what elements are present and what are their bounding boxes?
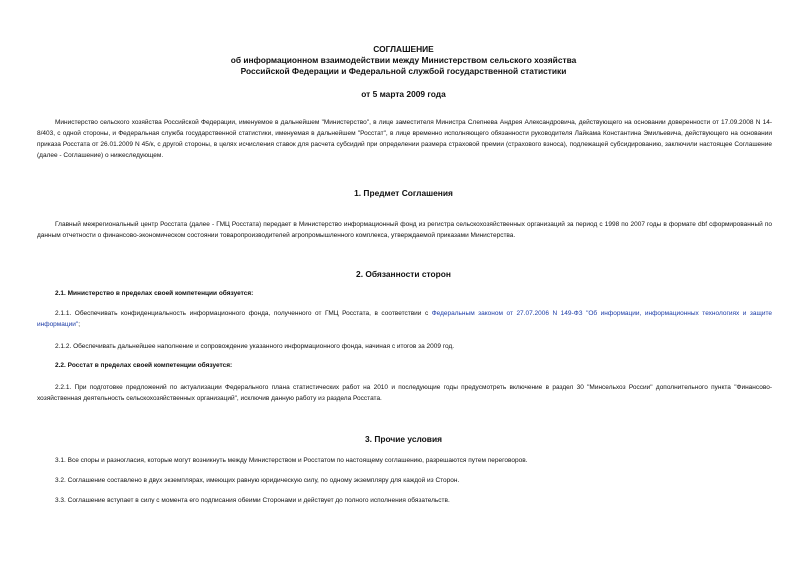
preamble-paragraph: Министерство сельского хозяйства Российской Федерации, именуемое в дальнейшем "Министерство", в лице заместителя Министра Слепнева Андрея Александровича, действующего на основании доверенности от 17.09.2008 N 14-8/403, с одной стороны, и Федеральная служба государственной статистики, именуемая в дальнейшем "Росстат", в лице временно исполняющего обязанности руководителя Лайкама Константина Эмильевича, действующего на основании приказа Росстата от 26.01.2009 N 45/к, с другой стороны, в целях исчисления ставок для расчета субсидий при определении размера страховой премии (страхового взноса), подлежащей субсидированию, заключили настоящее Соглашение (далее - Соглашение) о нижеследующем. [37,119,772,159]
paragraph-2-1-1 [37,308,772,330]
title-line-3: Российской Федерации и Федеральной службой государственной статистики [240,66,567,76]
paragraph-2-1-2: 2.1.2. Обеспечивать дальнейшее наполнение и сопровождение указанного информационного фонда, начиная с итогов за 2009 год. [55,343,455,350]
federal-law-link[interactable]: Федеральным законом от 27.07.2006 N 149-ФЗ "Об информации, информационных технологиях и защите информации" [37,310,772,328]
document-date: от 5 марта 2009 года [361,89,446,99]
paragraph-3-3: 3.3. Соглашение вступает в силу с момента его подписания обеими Сторонами и действует до полного исполнения обязательств. [55,497,450,504]
paragraph-2-1-1-end: ; [78,321,80,328]
title-line-1: СОГЛАШЕНИЕ [373,44,434,54]
paragraph-2-1-1-text: 2.1.1. Обеспечивать конфиденциальность информационного фонда, полученного от ГМЦ Росстата, в соответствии с [55,310,432,317]
section-1-heading: 1. Предмет Соглашения [354,188,453,198]
section-2-heading: 2. Обязанности сторон [356,269,451,279]
paragraph-3-2: 3.2. Соглашение составлено в двух экземплярах, имеющих равную юридическую силу, по одному экземпляру для каждой из Сторон. [55,477,460,484]
subsection-2-1-heading: 2.1. Министерство в пределах своей компетенции обязуется: [55,290,254,297]
paragraph-3-1: 3.1. Все споры и разногласия, которые могут возникнуть между Министерством и Росстатом по настоящему соглашению, разрешаются путем переговоров. [55,457,528,464]
subsection-2-2-heading: 2.2. Росстат в пределах своей компетенции обязуется: [55,362,233,369]
paragraph-2-2-1: 2.2.1. При подготовке предложений по актуализации Федерального плана статистических работ на 2010 и последующие годы предусмотреть включение в раздел 30 "Минсельхоз России" дополнительного пункта "Финансово-хозяйственная деятельность сельскохозяйственных организаций", исключив данную работу из раздела Росстата. [37,384,772,402]
title-line-2: об информационном взаимодействии между Министерством сельского хозяйства [230,55,577,65]
section-1-paragraph: Главный межрегиональный центр Росстата (далее - ГМЦ Росстата) передает в Министерство информационный фонд из регистра сельскохозяйственных организаций за период с 1998 по 2007 годы в формате dbf сформированный по данным отчетности о финансово-экономическом состоянии товаропроизводителей агропромышленного комплекса, утверждаемой приказами Министерства. [37,221,772,239]
document-title [0,44,807,77]
section-3-heading: 3. Прочие условия [365,434,442,444]
